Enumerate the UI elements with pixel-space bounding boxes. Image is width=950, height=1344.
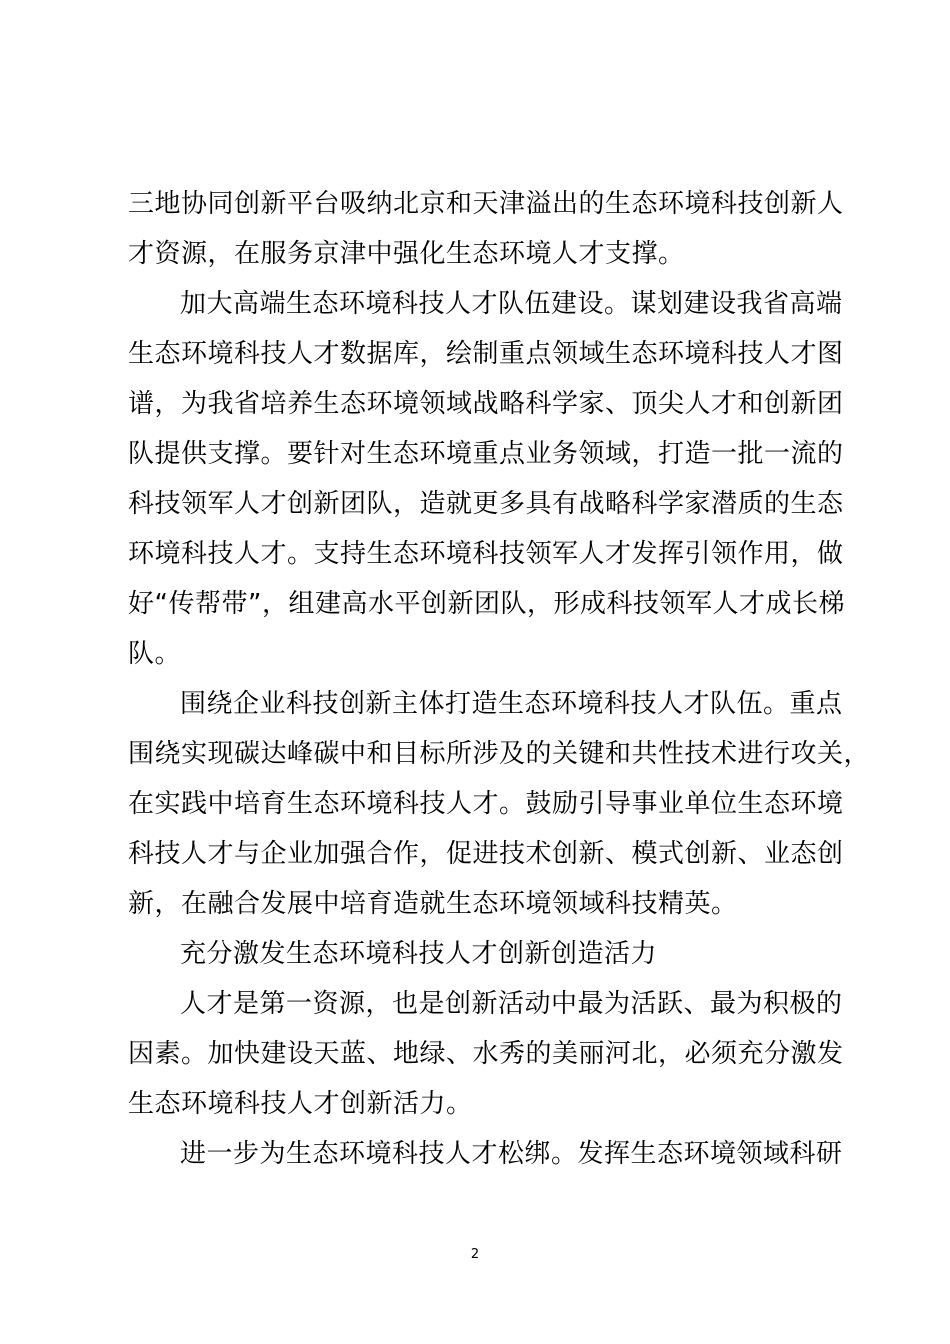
- section-heading: 充分激发生态环境科技人才创新创造活力: [180, 939, 658, 969]
- text-line: 队提供支撑。要针对生态环境重点业务领域，打造一批一流的: [128, 439, 844, 469]
- text-line: 科技领军人才创新团队，造就更多具有战略科学家潜质的生态: [128, 489, 844, 519]
- text-line: 新，在融合发展中培育造就生态环境领域科技精英。: [128, 889, 738, 919]
- text-line: 环境科技人才。支持生态环境科技领军人才发挥引领作用，做: [128, 539, 844, 569]
- text-line: 才资源，在服务京津中强化生态环境人才支撑。: [128, 239, 685, 269]
- text-line: 进一步为生态环境科技人才松绑。发挥生态环境领域科研: [180, 1139, 843, 1169]
- text-line: 加大高端生态环境科技人才队伍建设。谋划建设我省高端: [180, 289, 843, 319]
- text-line: 队。: [128, 639, 182, 669]
- text-line: 在实践中培育生态环境科技人才。鼓励引导事业单位生态环境: [128, 789, 844, 819]
- text-line: 生态环境科技人才创新活力。: [128, 1089, 473, 1119]
- text-line: 三地协同创新平台吸纳北京和天津溢出的生态环境科技创新人: [128, 189, 844, 219]
- text-line: 围绕实现碳达峰碳中和目标所涉及的关键和共性技术进行攻关，: [128, 739, 871, 769]
- text-line: 人才是第一资源，也是创新活动中最为活跃、最为积极的: [180, 989, 843, 1019]
- text-line: 生态环境科技人才数据库，绘制重点领域生态环境科技人才图: [128, 339, 844, 369]
- text-line: 谱，为我省培养生态环境领域战略科学家、顶尖人才和创新团: [128, 389, 844, 419]
- page-number: 2: [470, 1247, 480, 1262]
- text-line: 因素。加快建设天蓝、地绿、水秀的美丽河北，必须充分激发: [128, 1039, 844, 1069]
- text-line: 围绕企业科技创新主体打造生态环境科技人才队伍。重点: [180, 689, 843, 719]
- text-line: 科技人才与企业加强合作，促进技术创新、模式创新、业态创: [128, 839, 844, 869]
- text-line: 好“传帮带”，组建高水平创新团队，形成科技领军人才成长梯: [128, 589, 845, 619]
